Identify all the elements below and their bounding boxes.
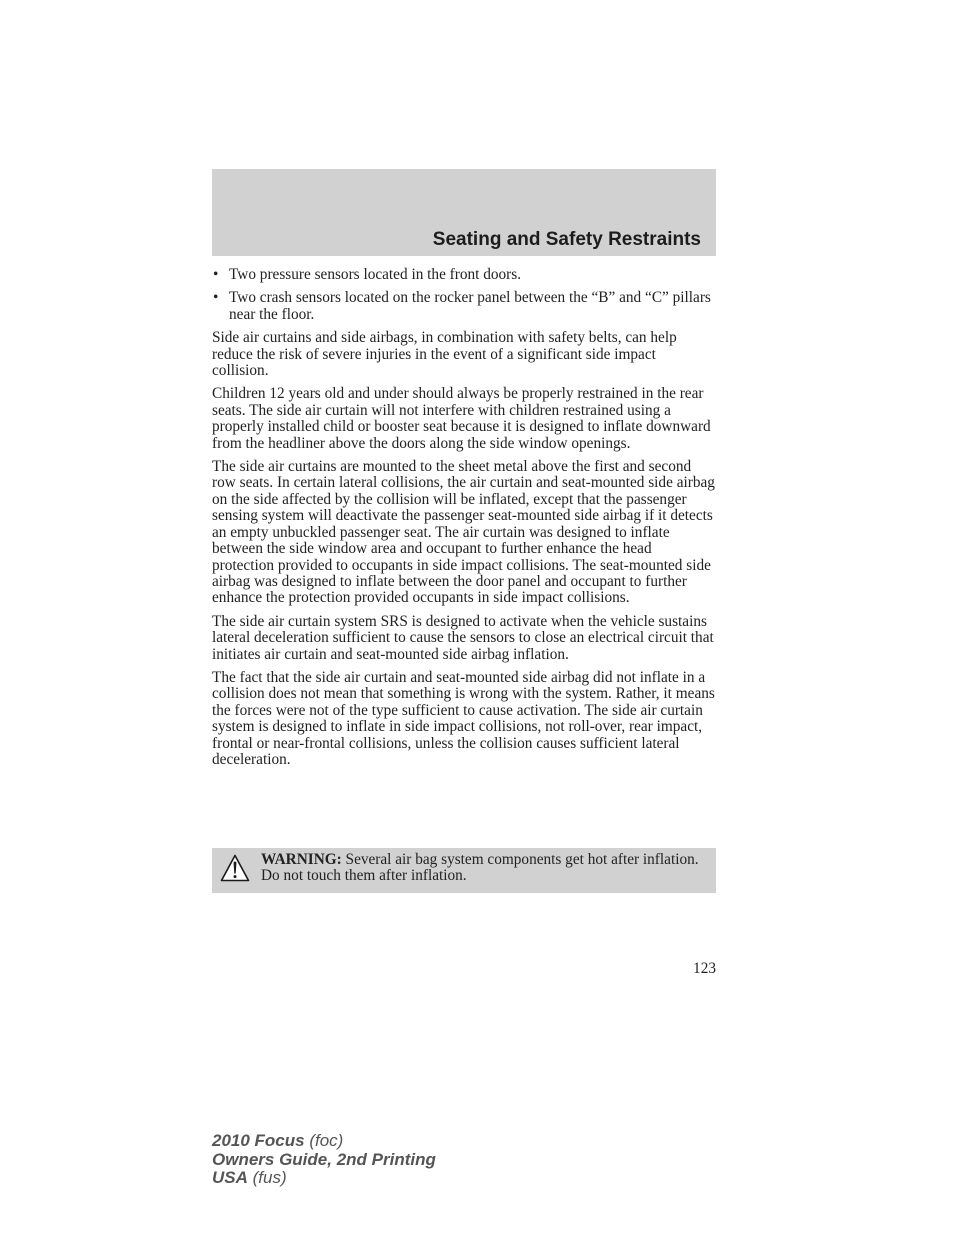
footer-edition: Owners Guide, 2nd Printing [212, 1149, 436, 1169]
page-number: 123 [693, 960, 716, 977]
warning-text [261, 852, 704, 885]
warning-message: Several air bag system components get hot after inflation. Do not touch them after inflation. [261, 851, 699, 885]
document-footer [212, 1132, 436, 1188]
bullet-icon: • [213, 289, 219, 307]
paragraph: Children 12 years old and under should always be properly restrained in the rear seats. The side air curtain will not interfere with children restrained using a properly installed child or booster seat because it is designed to inflate downward from the headliner above the doors along the side window openings. [212, 385, 711, 452]
page-content [212, 267, 716, 775]
footer-market-code: (fus) [247, 1168, 287, 1187]
footer-market-line [212, 1169, 436, 1188]
footer-model: 2010 Focus [212, 1131, 305, 1150]
paragraph: Side air curtains and side airbags, in combination with safety belts, can help reduce the risk of severe injuries in the event of a significant side impact collision. [212, 329, 677, 380]
bullet-icon: • [213, 266, 219, 283]
sensor-bullet-list [212, 267, 716, 323]
list-item-text: Two crash sensors located on the rocker panel between the “B” and “C” pillars near the floor. [229, 289, 711, 323]
footer-model-line [212, 1132, 436, 1151]
footer-market: USA [212, 1168, 248, 1187]
section-header-band [212, 169, 716, 256]
footer-model-code: (foc) [304, 1131, 344, 1150]
paragraph: The fact that the side air curtain and seat-mounted side airbag did not inflate in a collision does not mean that something is wrong with the system. Rather, it means the forces were not of the type sufficient to cause activation. The side air curtain system is designed to inflate in side impact collisions, not roll-over, rear impact, frontal or near-frontal collisions, unless the collision causes sufficient lateral deceleration. [212, 668, 715, 768]
section-title: Seating and Safety Restraints [432, 229, 701, 250]
list-item [212, 267, 716, 283]
warning-label: WARNING: [261, 851, 342, 868]
list-item [212, 290, 716, 323]
paragraph: The side air curtains are mounted to the sheet metal above the first and second row seats. In certain lateral collisions, the air curtain and seat-mounted side airbag on the side affected by the collision will be inflated, except that the passenger sensing system will deactivate the passenger seat-mounted side airbag if it detects an empty unbuckled passenger seat. The air curtain was designed to inflate between the side window area and occupant to further enhance the head protection provided to occupants in side impact collisions. The seat-mounted side airbag was designed to inflate between the door panel and occupant to further enhance the protection provided occupants in side impact collisions. [212, 458, 715, 607]
list-item-text: Two pressure sensors located in the front doors. [229, 266, 522, 283]
warning-triangle-icon [220, 854, 250, 882]
paragraph: The side air curtain system SRS is designed to activate when the vehicle sustains lateral deceleration sufficient to cause the sensors to close an electrical circuit that initiates air curtain and seat-mounted side airbag inflation. [212, 612, 714, 663]
warning-box [212, 848, 716, 893]
